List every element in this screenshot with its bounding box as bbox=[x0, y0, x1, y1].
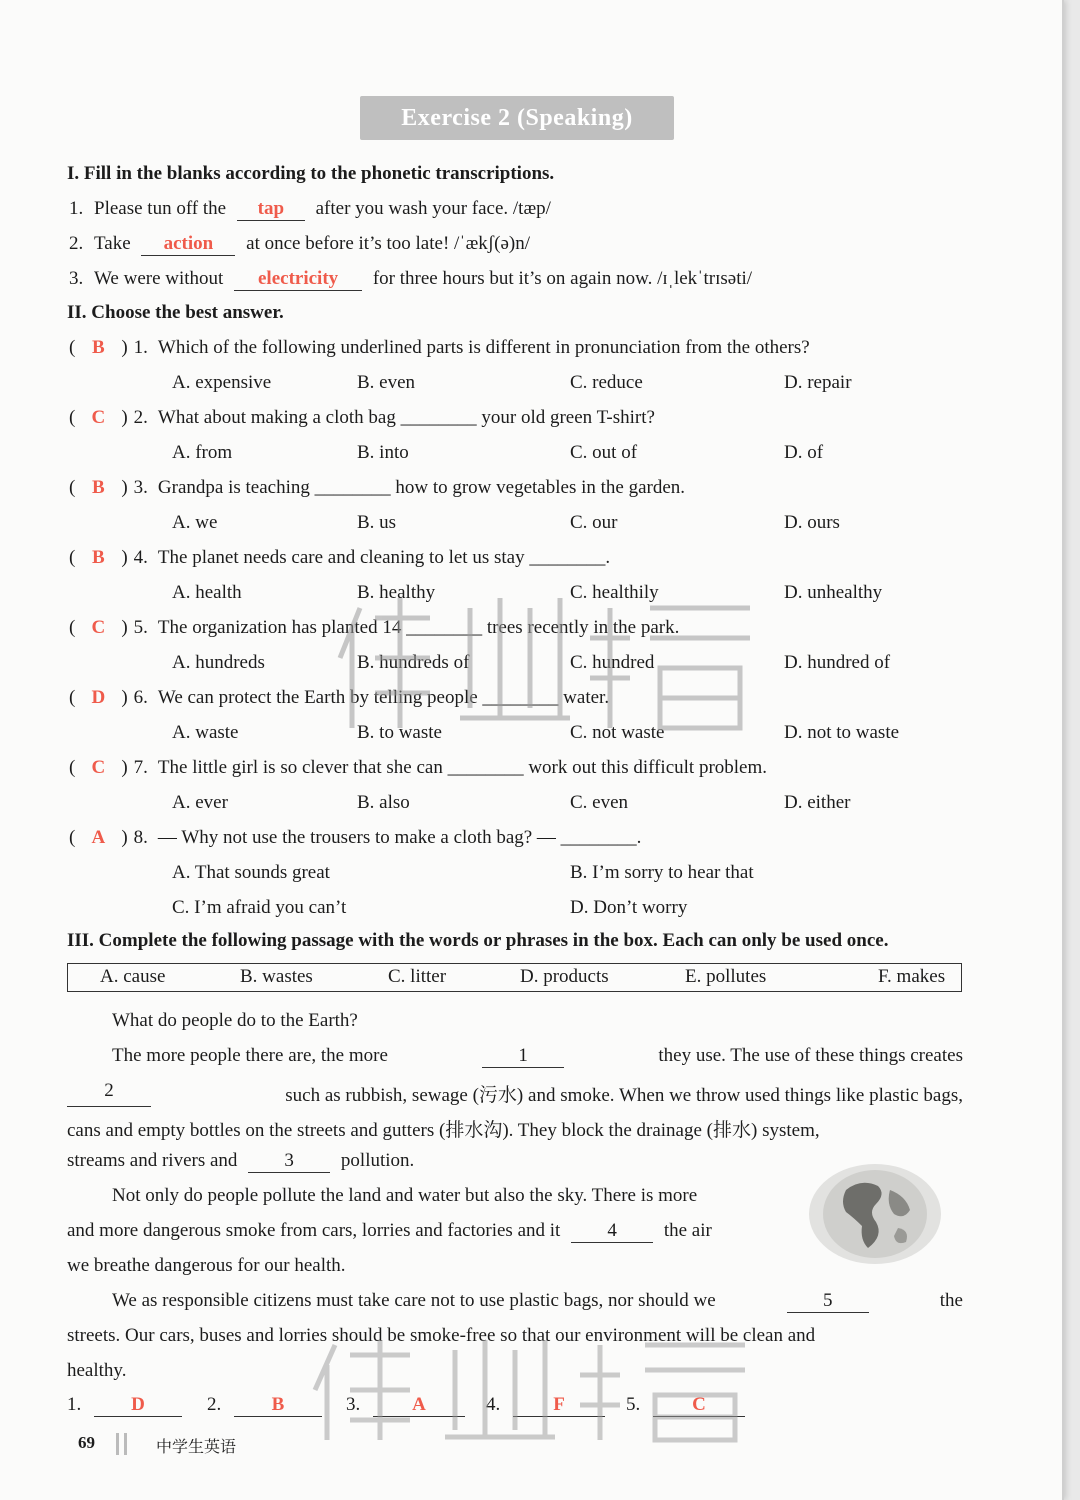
mc-question bbox=[69, 686, 609, 710]
mc-stem: The planet needs care and cleaning to let us stay ________. bbox=[157, 547, 611, 568]
mc-option: B. hundreds of bbox=[357, 652, 470, 673]
word-box-option: E. pollutes bbox=[685, 966, 767, 987]
word-box bbox=[67, 963, 962, 992]
passage-blank-3: 3 bbox=[248, 1150, 330, 1173]
answer-paren: ) bbox=[121, 827, 128, 848]
passage-line: We as responsible citizens must take care not to use plastic bags, nor should we 5 the bbox=[112, 1290, 963, 1311]
mc-answer: C bbox=[91, 617, 106, 638]
passage-line: streams and rivers and 3 pollution. bbox=[67, 1150, 415, 1171]
mc-option: D. repair bbox=[784, 372, 852, 393]
answer-paren: ( bbox=[69, 757, 76, 778]
mc-answer: C bbox=[91, 757, 106, 778]
mc-option: A. we bbox=[172, 512, 218, 533]
mc-number: 6. bbox=[133, 687, 148, 708]
watermark-stamp-icon bbox=[305, 1335, 805, 1445]
passage-line: healthy. bbox=[67, 1360, 127, 1381]
exercise-title-banner bbox=[360, 96, 674, 140]
mc-option: C. even bbox=[570, 792, 629, 813]
mc-option: A. That sounds great bbox=[172, 862, 330, 883]
mc-question bbox=[69, 406, 655, 430]
mc-option: D. ours bbox=[784, 512, 840, 533]
mc-option: B. into bbox=[357, 442, 409, 463]
mc-option: D. of bbox=[784, 442, 824, 463]
mc-option: A. hundreds bbox=[172, 652, 265, 673]
mc-stem: Which of the following underlined parts is different in pronunciation from the others? bbox=[157, 337, 810, 358]
passage-line: streets. Our cars, buses and lorries should be smoke-free so that our environment will be clean and bbox=[67, 1325, 816, 1346]
passage-answer-5: 5. C bbox=[626, 1394, 745, 1417]
answer-paren: ( bbox=[69, 547, 76, 568]
mc-option: C. not waste bbox=[570, 722, 665, 743]
mc-number: 4. bbox=[133, 547, 148, 568]
section2-heading: II. Choose the best answer. bbox=[67, 302, 284, 323]
mc-option: D. hundred of bbox=[784, 652, 891, 673]
answer-paren: ) bbox=[121, 477, 128, 498]
answer-paren: ) bbox=[121, 617, 128, 638]
footer-divider bbox=[116, 1433, 130, 1455]
passage-line: and more dangerous smoke from cars, lorries and factories and it 4 the air bbox=[67, 1220, 712, 1241]
answer-paren: ) bbox=[121, 407, 128, 428]
mc-option: A. waste bbox=[172, 722, 239, 743]
answer-paren: ) bbox=[121, 547, 128, 568]
mc-option: B. healthy bbox=[357, 582, 436, 603]
mc-option: D. unhealthy bbox=[784, 582, 883, 603]
book-title: 中学生英语 bbox=[156, 1437, 237, 1456]
passage-answer-1: 1. D bbox=[67, 1394, 182, 1417]
mc-stem: We can protect the Earth by telling people ________ water. bbox=[157, 687, 610, 708]
passage-line: cans and empty bottles on the streets and gutters (排水沟). They block the drainage (排水) system, bbox=[67, 1120, 820, 1141]
mc-stem: The little girl is so clever that she can ________ work out this difficult problem. bbox=[157, 757, 768, 778]
mc-option: C. reduce bbox=[570, 372, 643, 393]
fill-answer-2: action bbox=[141, 233, 235, 256]
mc-answer: B bbox=[91, 337, 105, 358]
mc-option: A. health bbox=[172, 582, 242, 603]
section3-heading: III. Complete the following passage with the words or phrases in the box. Each can only be used once. bbox=[67, 930, 889, 951]
mc-question bbox=[69, 756, 767, 780]
section1-heading: I. Fill in the blanks according to the phonetic transcriptions. bbox=[67, 163, 555, 184]
answer-paren: ) bbox=[121, 687, 128, 708]
mc-option: C. I’m afraid you can’t bbox=[172, 897, 347, 918]
passage-blank-1: 1 bbox=[482, 1045, 564, 1068]
answer-paren: ( bbox=[69, 827, 76, 848]
passage-blank-4: 4 bbox=[571, 1220, 653, 1243]
mc-option: C. hundred bbox=[570, 652, 655, 673]
passage-line: The more people there are, the more 1 they use. The use of these things creates bbox=[112, 1045, 963, 1066]
mc-stem: What about making a cloth bag ________ your old green T-shirt? bbox=[157, 407, 655, 428]
mc-option: C. out of bbox=[570, 442, 638, 463]
mc-answer: B bbox=[91, 547, 105, 568]
mc-question bbox=[69, 336, 810, 360]
mc-option: A. ever bbox=[172, 792, 228, 813]
fill-item-2: 2. Take action at once before it’s too late! /ˈækʃ(ə)n/ bbox=[69, 233, 530, 254]
answer-paren: ( bbox=[69, 407, 76, 428]
fill-answer-1: tap bbox=[237, 198, 305, 221]
mc-option: D. Don’t worry bbox=[570, 897, 688, 918]
mc-option: C. healthily bbox=[570, 582, 659, 603]
mc-stem: — Why not use the trousers to make a cloth bag? — ________. bbox=[157, 827, 642, 848]
word-box-option: A. cause bbox=[100, 966, 166, 987]
mc-number: 8. bbox=[133, 827, 148, 848]
mc-option: A. expensive bbox=[172, 372, 272, 393]
mc-question bbox=[69, 546, 610, 570]
mc-option: B. I’m sorry to hear that bbox=[570, 862, 754, 883]
passage-title: What do people do to the Earth? bbox=[112, 1010, 358, 1031]
page-number: 69 bbox=[78, 1433, 95, 1452]
fill-answer-3: electricity bbox=[234, 268, 362, 291]
passage-line: 2 such as rubbish, sewage (污水) and smoke. When we throw used things like plastic bags, bbox=[67, 1080, 963, 1107]
globe-illustration bbox=[806, 1160, 944, 1268]
mc-option: B. us bbox=[357, 512, 397, 533]
mc-question bbox=[69, 616, 679, 640]
mc-option: B. even bbox=[357, 372, 416, 393]
passage-line: we breathe dangerous for our health. bbox=[67, 1255, 346, 1276]
mc-number: 1. bbox=[133, 337, 148, 358]
passage-line: Not only do people pollute the land and water but also the sky. There is more bbox=[112, 1185, 698, 1206]
passage-answer-4: 4. F bbox=[486, 1394, 605, 1417]
mc-option: C. our bbox=[570, 512, 618, 533]
mc-option: B. to waste bbox=[357, 722, 442, 743]
mc-answer: C bbox=[91, 407, 106, 428]
answer-paren: ( bbox=[69, 337, 76, 358]
mc-number: 2. bbox=[133, 407, 148, 428]
answer-paren: ( bbox=[69, 687, 76, 708]
passage-blank-2: 2 bbox=[67, 1080, 151, 1107]
mc-question bbox=[69, 476, 685, 500]
passage-answer-3: 3. A bbox=[346, 1394, 465, 1417]
answer-paren: ) bbox=[121, 337, 128, 358]
mc-number: 7. bbox=[133, 757, 148, 778]
mc-question bbox=[69, 826, 641, 850]
word-box-option: C. litter bbox=[388, 966, 447, 987]
word-box-option: B. wastes bbox=[240, 966, 313, 987]
mc-option: B. also bbox=[357, 792, 410, 813]
fill-item-1: 1. Please tun off the tap after you wash your face. /tæp/ bbox=[69, 198, 551, 219]
mc-answer: B bbox=[91, 477, 105, 498]
answer-paren: ( bbox=[69, 617, 76, 638]
mc-answer: A bbox=[91, 827, 106, 848]
mc-answer: D bbox=[91, 687, 106, 708]
passage-answer-2: 2. B bbox=[207, 1394, 322, 1417]
mc-stem: The organization has planted 14 ________ trees recently in the park. bbox=[157, 617, 680, 638]
passage-blank-5: 5 bbox=[787, 1290, 869, 1313]
mc-stem: Grandpa is teaching ________ how to grow vegetables in the garden. bbox=[157, 477, 686, 498]
exercise-title: Exercise 2 (Speaking) bbox=[401, 105, 633, 131]
mc-option: D. not to waste bbox=[784, 722, 900, 743]
mc-number: 3. bbox=[133, 477, 148, 498]
word-box-option: D. products bbox=[520, 966, 609, 987]
fill-item-3: 3. We were without electricity for three hours but it’s on again now. /ɪˌlekˈtrɪsəti/ bbox=[69, 268, 753, 289]
mc-option: A. from bbox=[172, 442, 233, 463]
answer-paren: ) bbox=[121, 757, 128, 778]
word-box-option: F. makes bbox=[878, 966, 946, 987]
mc-option: D. either bbox=[784, 792, 851, 813]
answer-paren: ( bbox=[69, 477, 76, 498]
mc-number: 5. bbox=[133, 617, 148, 638]
